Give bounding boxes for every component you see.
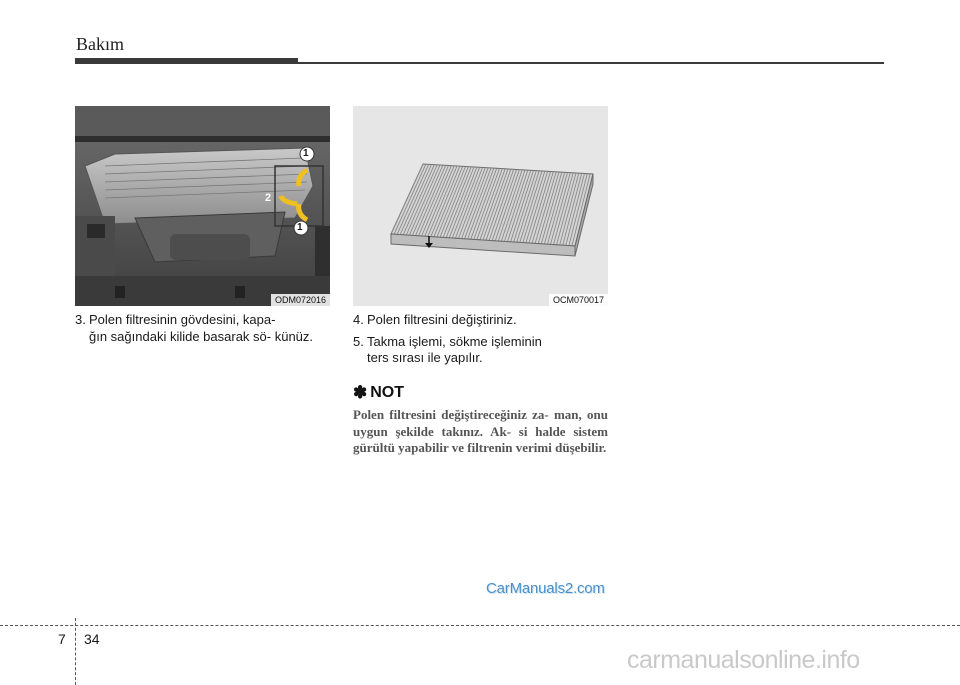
chapter-number: 7: [58, 631, 66, 647]
step-number: 4.: [353, 312, 364, 327]
left-column: [75, 312, 330, 350]
page-header-title: Bakım: [76, 34, 124, 54]
figure-code: OCM070017: [549, 294, 608, 306]
right-column: [353, 312, 608, 457]
step-text-continued: ters sırası ile yapılır.: [367, 350, 483, 365]
step-text-continued: ğın sağındaki kilide basarak sö- künüz.: [89, 328, 314, 344]
step-item: [353, 334, 608, 367]
step-number: 3.: [75, 312, 86, 327]
note-star-icon: ✽: [353, 382, 368, 402]
footer-divider: [0, 625, 960, 626]
step-item: [353, 312, 608, 329]
step-text-line1: Polen filtresinin gövdesini, kapa-: [89, 312, 276, 327]
footer-vertical-divider: [75, 618, 76, 685]
header-rule-thick: [75, 58, 298, 64]
callout-2: 2: [265, 192, 272, 204]
page-number: 34: [84, 631, 100, 647]
watermark-link[interactable]: CarManuals2.com: [486, 580, 605, 597]
note-title: NOT: [370, 383, 405, 401]
figure-code: ODM072016: [271, 294, 330, 306]
filter-housing-illustration: [75, 106, 330, 306]
callout-1-top: 1: [303, 148, 309, 159]
callout-1-bottom: 1: [297, 222, 303, 233]
step-item: [75, 312, 330, 345]
site-watermark: carmanualsonline.info: [627, 646, 860, 674]
step-text-line1: Takma işlemi, sökme işleminin: [367, 333, 542, 349]
step-number: 5.: [353, 333, 364, 349]
note-body: Polen filtresini değiştireceğiniz za- man, onu uygun şekilde takınız. Ak- si halde sistem gürültü yapabilir ve filtrenin verimi düşebilir.: [353, 407, 608, 455]
pollen-filter-illustration: [353, 106, 608, 306]
step-text-line1: Polen filtresini değiştiriniz.: [367, 312, 517, 327]
header-rule-thin: [298, 62, 884, 64]
pollen-filter-photo: [353, 106, 608, 306]
filter-housing-photo: [75, 106, 330, 306]
note-heading: [353, 382, 608, 402]
